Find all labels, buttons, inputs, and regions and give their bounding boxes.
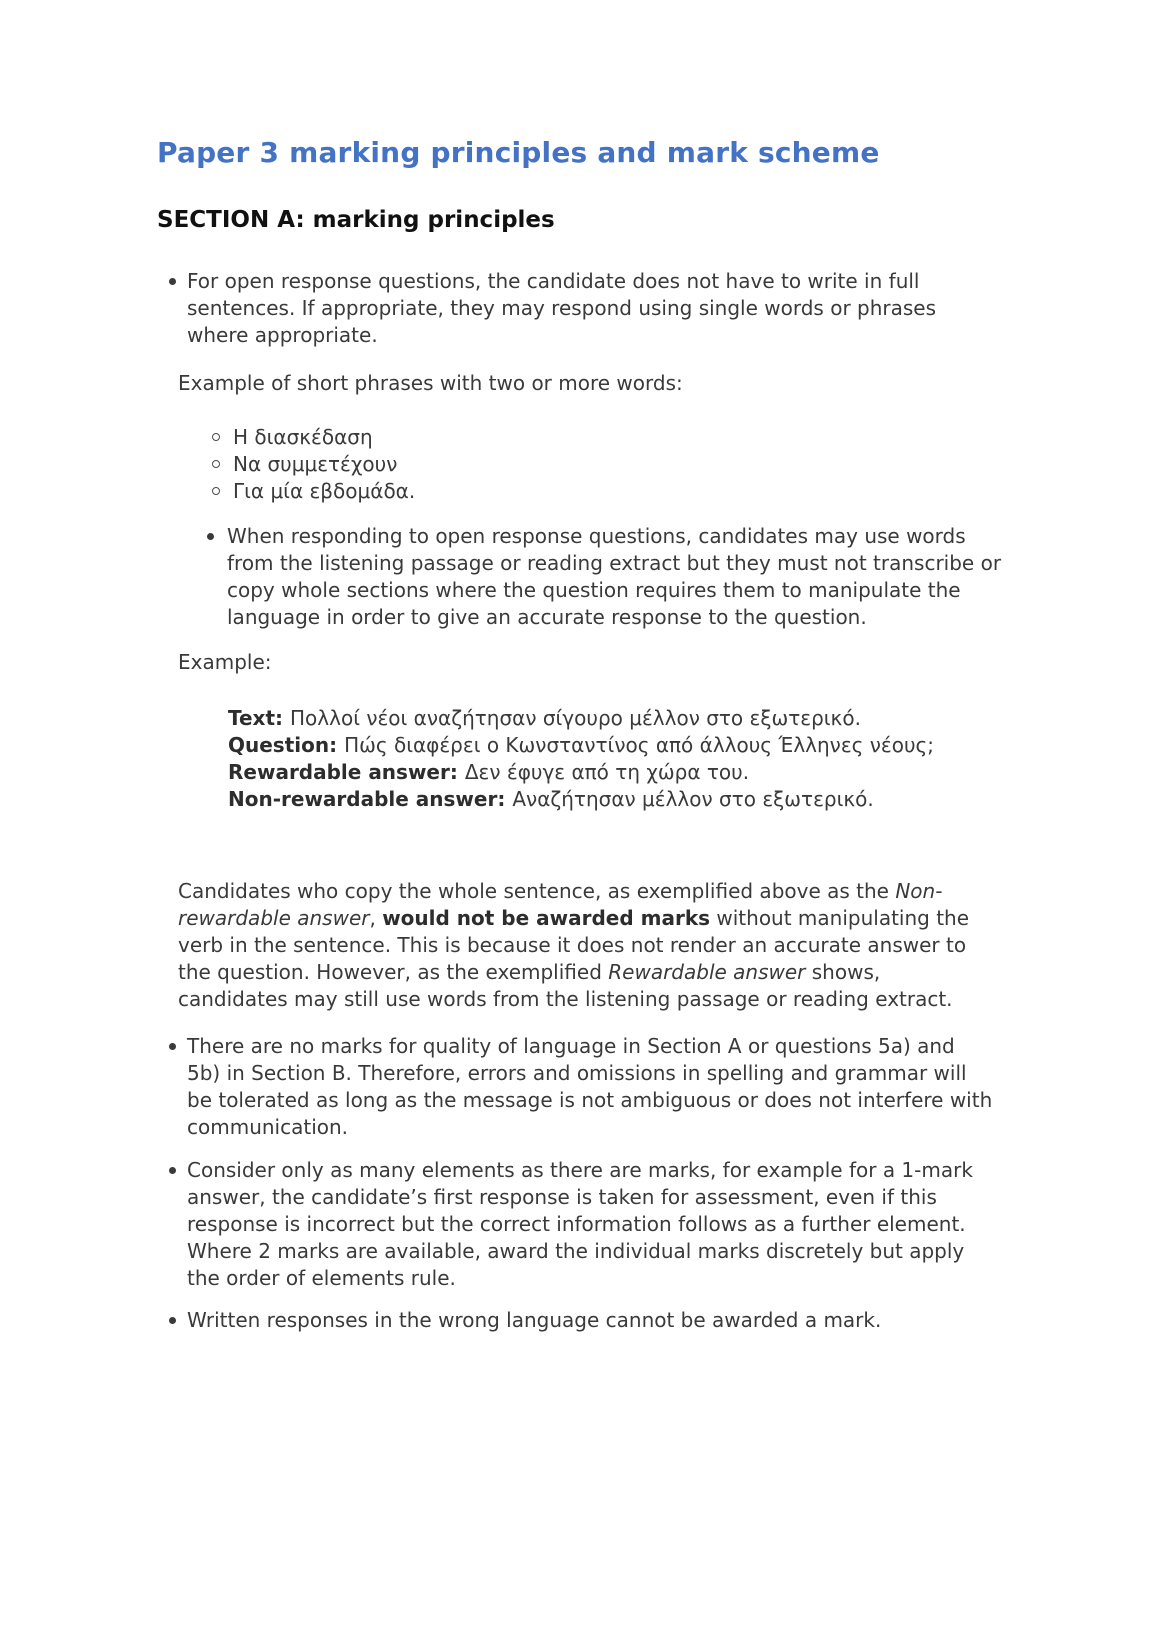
greek-phrase: Να συμμετέχουν (233, 452, 398, 476)
text-line (178, 932, 1008, 959)
copy-paragraph (178, 878, 1008, 1013)
text-segment: the question. However, as the exemplified (178, 960, 609, 984)
greek-phrase: Η διασκέδαση (233, 425, 373, 449)
text-line (178, 959, 1008, 986)
greek-phrase-list (212, 424, 1008, 505)
text-line: where appropriate. (187, 323, 378, 347)
bullet-dot-icon (169, 1317, 176, 1324)
text-line: language in order to give an accurate response to the question. (227, 605, 867, 629)
circle-bullet-icon (212, 487, 220, 495)
example-line-text: Πολλοί νέοι αναζήτησαν σίγουρο μέλλον στο εξωτερικό. (290, 706, 861, 730)
text-line: There are no marks for quality of language in Section A or questions 5a) and (187, 1034, 955, 1058)
bullet-dot-icon (169, 278, 176, 285)
example-line (228, 786, 1008, 813)
greek-phrase: Για μία εβδομάδα. (233, 479, 416, 503)
example-intro: Example of short phrases with two or more words: (178, 371, 683, 395)
example-line-label: Question: (228, 733, 338, 757)
list-item (212, 478, 1008, 505)
example-block (228, 705, 1008, 813)
example-line-text: Πώς διαφέρει ο Κωνσταντίνος από άλλους Έλληνες νέους; (344, 733, 935, 757)
example-line-text: Δεν έφυγε από τη χώρα του. (464, 760, 750, 784)
text-segment: verb in the sentence. This is because it does not render an accurate answer to (178, 933, 967, 957)
bullet-consider-elements (157, 1157, 1008, 1292)
text-line: answer, the candidate’s first response is taken for assessment, even if this (187, 1185, 937, 1209)
example-label: Example: (178, 650, 272, 674)
text-line: from the listening passage or reading extract but they must not transcribe or (227, 551, 1002, 575)
example-line-label: Non-rewardable answer: (228, 787, 506, 811)
text-line (178, 878, 1008, 905)
text-line: response is incorrect but the correct information follows as a further element. (187, 1212, 966, 1236)
bullet-dot-icon (207, 533, 214, 540)
bullet-when-responding (207, 523, 1008, 631)
circle-bullet-icon (212, 433, 220, 441)
text-line: When responding to open response questions, candidates may use words (227, 524, 966, 548)
italic-segment: Rewardable answer (608, 960, 806, 984)
example-line-text: Αναζήτησαν μέλλον στο εξωτερικό. (512, 787, 874, 811)
text-line: be tolerated as long as the message is not ambiguous or does not interfere with (187, 1088, 993, 1112)
italic-segment: Non- (895, 879, 943, 903)
text-line: Consider only as many elements as there are marks, for example for a 1-mark (187, 1158, 973, 1182)
list-item (212, 451, 1008, 478)
text-line: communication. (187, 1115, 349, 1139)
circle-bullet-icon (212, 460, 220, 468)
bullet-no-marks (157, 1033, 1008, 1141)
example-line (228, 705, 1008, 732)
text-line: For open response questions, the candidate does not have to write in full (187, 269, 920, 293)
example-line (228, 732, 1008, 759)
text-segment: Candidates who copy the whole sentence, as exemplified above as the (178, 879, 896, 903)
example-line-label: Text: (228, 706, 284, 730)
page-title: Paper 3 marking principles and mark scheme (157, 136, 880, 169)
text-line: copy whole sections where the question requires them to manipulate the (227, 578, 961, 602)
list-item (212, 424, 1008, 451)
text-line: the order of elements rule. (187, 1266, 456, 1290)
text-line (178, 986, 1008, 1013)
text-line: Where 2 marks are available, award the individual marks discretely but apply (187, 1239, 965, 1263)
text-line (178, 905, 1008, 932)
bullet-dot-icon (169, 1043, 176, 1050)
text-segment: shows, (805, 960, 881, 984)
text-line: Written responses in the wrong language cannot be awarded a mark. (187, 1308, 882, 1332)
text-segment: candidates may still use words from the listening passage or reading extract. (178, 987, 953, 1011)
example-line-label: Rewardable answer: (228, 760, 458, 784)
bullet-open-response (157, 268, 1008, 349)
bold-segment: would not be awarded marks (382, 906, 711, 930)
example-line (228, 759, 1008, 786)
text-line: sentences. If appropriate, they may respond using single words or phrases (187, 296, 937, 320)
section-a-heading: SECTION A: marking principles (157, 207, 555, 233)
italic-segment: rewardable answer (178, 906, 370, 930)
bullet-wrong-language (157, 1307, 1008, 1334)
text-segment: , (369, 906, 383, 930)
text-segment: without manipulating the (710, 906, 970, 930)
bullet-dot-icon (169, 1167, 176, 1174)
text-line: 5b) in Section B. Therefore, errors and omissions in spelling and grammar will (187, 1061, 967, 1085)
